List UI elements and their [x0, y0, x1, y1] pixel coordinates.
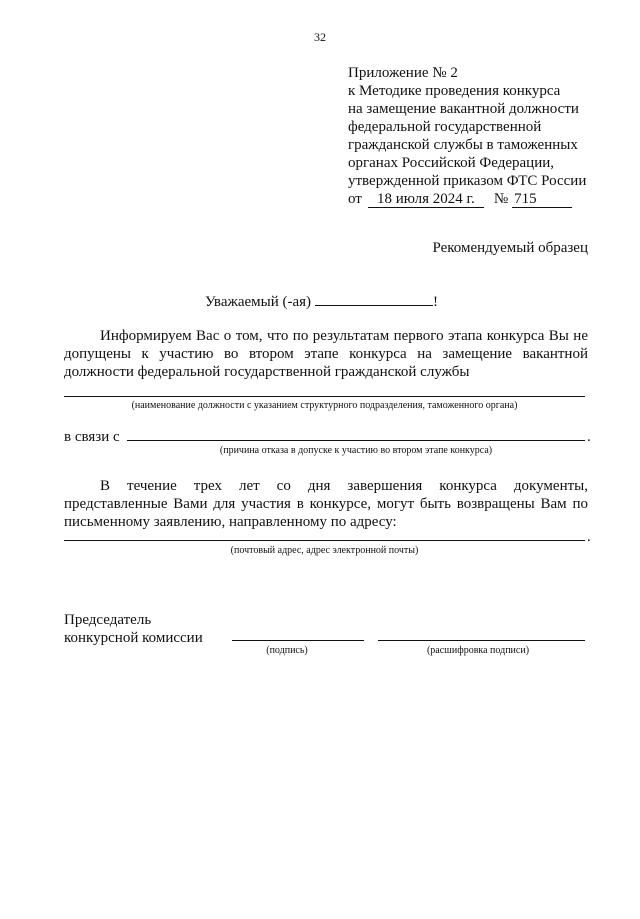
- greeting-text: Уважаемый (-ая): [205, 294, 312, 310]
- return-documents-paragraph: В течение трех лет со дня завершения конкурса документы, представленные Вами для участия в конкурсе, могут быть возвращены Вам по письменному заявлению, направленному по адресу:: [64, 478, 588, 530]
- address-caption: (почтовый адрес, адрес электронной почты): [230, 545, 419, 556]
- greeting-end: !: [433, 294, 439, 310]
- decoding-blank-line: [378, 640, 585, 641]
- position-caption: (наименование должности с указанием структурного подразделения, таможенного органа): [131, 400, 518, 411]
- appendix-line: на замещение вакантной должности: [348, 101, 579, 117]
- decoding-caption: (расшифровка подписи): [426, 645, 530, 656]
- position-blank-line: [64, 396, 585, 397]
- reason-blank-line: [127, 440, 585, 441]
- order-number: 715: [512, 191, 572, 208]
- appendix-date-line: [348, 190, 586, 208]
- name-blank: [315, 291, 433, 306]
- appendix-line: гражданской службы в таможенных: [348, 137, 578, 153]
- sample-label: Рекомендуемый образец: [432, 240, 588, 256]
- address-blank-line: [64, 540, 585, 541]
- signature-blank-line: [232, 640, 364, 641]
- order-date: 18 июля 2024 г.: [368, 191, 484, 208]
- chairman-title: [64, 611, 203, 647]
- notification-paragraph: Информируем Вас о том, что по результатам первого этапа конкурса Вы не допущены к участию во втором этапе конкурса на замещение вакантной должности федеральной государственной гражданской службы: [64, 328, 588, 380]
- reason-label: в связи с: [64, 429, 120, 445]
- page-number: 32: [314, 30, 326, 44]
- reason-end: .: [587, 429, 591, 445]
- from-label: от: [348, 191, 362, 207]
- appendix-line: федеральной государственной: [348, 119, 542, 135]
- appendix-line: Приложение № 2: [348, 65, 458, 81]
- appendix-line: утвержденной приказом ФТС России: [348, 173, 587, 189]
- appendix-block: [348, 64, 586, 208]
- appendix-line: органах Российской Федерации,: [348, 155, 555, 171]
- number-label: №: [493, 191, 509, 207]
- chairman-title-line: конкурсной комиссии: [64, 630, 203, 646]
- greeting-line: [205, 291, 438, 311]
- signature-caption: (подпись): [266, 645, 308, 656]
- appendix-line: к Методике проведения конкурса: [348, 83, 561, 99]
- reason-caption: (причина отказа в допуске к участию во втором этапе конкурса): [219, 445, 493, 456]
- address-end: .: [587, 529, 591, 545]
- chairman-title-line: Председатель: [64, 612, 152, 628]
